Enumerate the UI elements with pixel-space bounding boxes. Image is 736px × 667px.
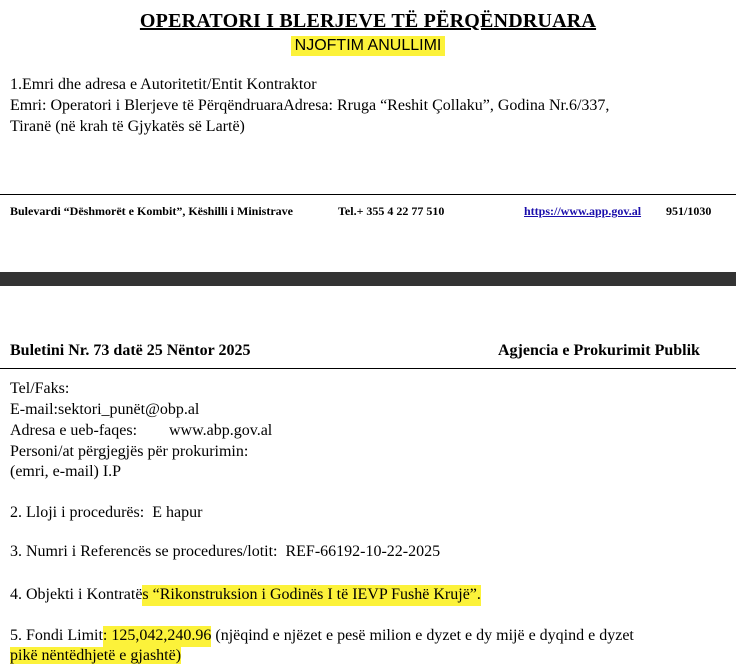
web-value: www.abp.gov.al bbox=[169, 422, 273, 439]
reference-number bbox=[10, 543, 440, 561]
budget-limit-words: (njëqind e njëzet e pesë milion e dyzet e dy mijë e dyqind e dyzet bbox=[211, 627, 634, 644]
responsible-person-label: Personi/at përgjegjës për prokurimin: bbox=[10, 443, 249, 460]
footer-phone: Tel.+ 355 4 22 77 510 bbox=[338, 204, 445, 218]
notice-subtitle-text: NJOFTIM ANULLIMI bbox=[291, 36, 446, 56]
budget-limit-amount: : 125,042,240.96 bbox=[103, 626, 211, 647]
procedure-type-value: E hapur bbox=[152, 504, 203, 521]
document-title: OPERATORI I BLERJEVE TË PËRQËNDRUARA bbox=[139, 10, 597, 32]
tel-fax-label: Tel/Faks: bbox=[10, 380, 70, 397]
reference-number-value: REF-66192-10-22-2025 bbox=[285, 543, 441, 560]
footer-page-number: 951/1030 bbox=[666, 204, 712, 218]
section1-name-address: Emri: Operatori i Blerjeve të PërqëndruaraAdresa: Rruga “Reshit Çollaku”, Godina Nr.6/337, bbox=[10, 97, 610, 114]
bulletin-number: Buletini Nr. 73 datë 25 Nëntor 2025 bbox=[10, 342, 251, 359]
footer-url[interactable] bbox=[524, 204, 641, 219]
contract-object-label: 4. Objekti i Kontratë bbox=[10, 586, 143, 603]
procedure-type-label: 2. Lloji i procedurës: bbox=[10, 504, 145, 521]
budget-limit-words-cont-text: pikë nëntëdhjetë e gjashtë) bbox=[10, 647, 182, 664]
contract-object bbox=[10, 586, 481, 604]
footer-url-link[interactable]: https://www.app.gov.al bbox=[524, 204, 642, 218]
responsible-person-value: (emri, e-mail) I.P bbox=[10, 463, 122, 480]
footer-divider bbox=[0, 194, 736, 195]
budget-limit bbox=[10, 627, 634, 645]
budget-limit-words-cont bbox=[10, 647, 181, 665]
email-line: E-mail:sektori_punët@obp.al bbox=[10, 401, 200, 418]
header-divider bbox=[0, 368, 736, 369]
reference-number-label: 3. Numri i Referencës se procedures/lotit: bbox=[10, 543, 278, 560]
section1-heading: 1.Emri dhe adresa e Autoritetit/Entit Kontraktor bbox=[10, 76, 317, 93]
notice-subtitle bbox=[0, 37, 736, 55]
agency-name: Agjencia e Prokurimit Publik bbox=[498, 342, 700, 359]
procedure-type bbox=[10, 504, 202, 522]
footer-address: Bulevardi “Dëshmorët e Kombit”, Këshilli i Ministrave bbox=[10, 204, 293, 218]
page-break-band bbox=[0, 272, 736, 286]
section1-address-cont: Tiranë (në krah të Gjykatës së Lartë) bbox=[10, 118, 245, 135]
contract-object-value: s “Rikonstruksion i Godinës I të IEVP Fushë Krujë”. bbox=[142, 585, 480, 606]
budget-limit-label: 5. Fondi Limit bbox=[10, 627, 103, 644]
web-label: Adresa e ueb-faqes: bbox=[10, 422, 138, 439]
